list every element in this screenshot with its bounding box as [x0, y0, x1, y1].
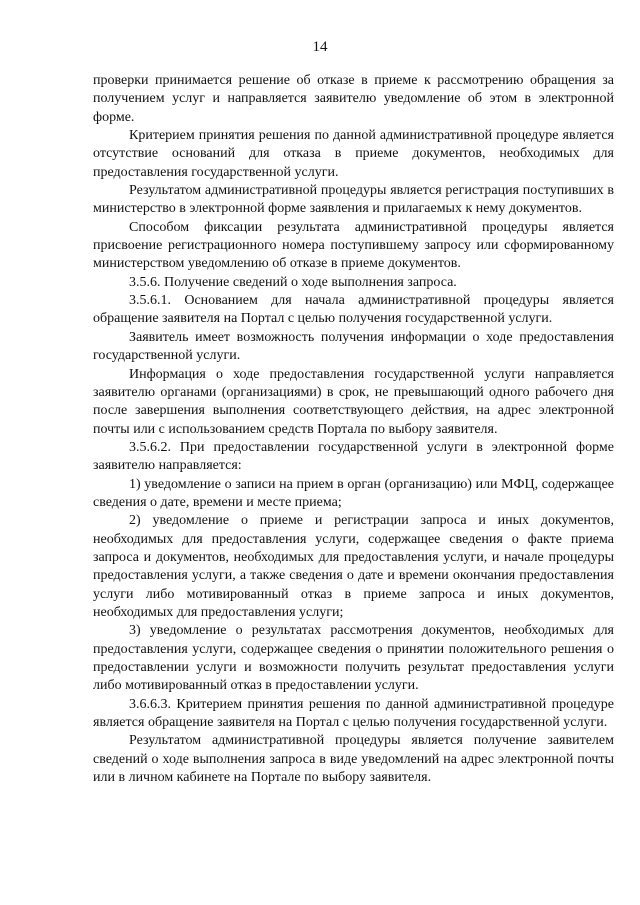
section-heading: 3.5.6. Получение сведений о ходе выполнения запроса.	[129, 274, 457, 290]
page-number: 14	[312, 39, 328, 55]
paragraph: Заявитель имеет возможность получения информации о ходе предоставления государственной услуги.	[93, 329, 614, 364]
document-body	[93, 72, 614, 787]
paragraph: 3.6.6.3. Критерием принятия решения по данной административной процедуре является обращение заявителя на Портал с целью получения государственной услуги.	[93, 696, 614, 731]
paragraph: проверки принимается решение об отказе в приеме к рассмотрению обращения за получением услуг и направляется заявителю уведомление об этом в электронной форме.	[93, 73, 614, 125]
paragraph: Критерием принятия решения по данной административной процедуре является отсутствие оснований для отказа в приеме документов, необходимых для предоставления государственной услуги.	[93, 128, 614, 180]
paragraph: Информация о ходе предоставления государственной услуги направляется заявителю органами (организациями) в срок, не превышающий одного рабочего дня после завершения выполнения соответствующего действия, на адрес электронной почты или с использованием средств Портала по выбору заявителя.	[93, 366, 614, 437]
list-item: 3) уведомление о результатах рассмотрения документов, необходимых для предоставления услуги, содержащее сведения о принятии положительного решения о предоставлении услуги и возможности получить результат предоставления услуги либо мотивированный отказ в предоставлении услуги.	[93, 623, 614, 694]
list-item: 1) уведомление о записи на прием в орган (организацию) или МФЦ, содержащее сведения о дате, времени и месте приема;	[93, 476, 614, 510]
paragraph: Способом фиксации результата административной процедуры является присвоение регистрационного номера поступившему запросу или сформированному министерством уведомлению об отказе в приеме документов.	[93, 219, 614, 272]
list-item: 2) уведомление о приеме и регистрации запроса и иных документов, необходимых для предоставления услуги, содержащее сведения о факте приема запроса и документов, необходимых для предоставления услуги, и начале процедуры предоставления услуги, а также сведения о дате и времени окончания предоставления услуги либо мотивированный отказ в приеме запроса и иных документов, необходимых для предоставления услуги;	[93, 513, 614, 620]
paragraph: 3.5.6.2. При предоставлении государственной услуги в электронной форме заявителю направляется:	[93, 439, 614, 474]
paragraph: Результатом административной процедуры является получение заявителем сведений о ходе выполнения запроса в виде уведомлений на адрес электронной почты или в личном кабинете на Портале по выбору заявителя.	[93, 733, 614, 786]
paragraph: Результатом административной процедуры является регистрация поступивших в министерство в электронной форме заявления и прилагаемых к нему документов.	[93, 183, 614, 217]
paragraph: 3.5.6.1. Основанием для начала административной процедуры является обращение заявителя на Портал с целью получения государственной услуги.	[93, 293, 614, 327]
